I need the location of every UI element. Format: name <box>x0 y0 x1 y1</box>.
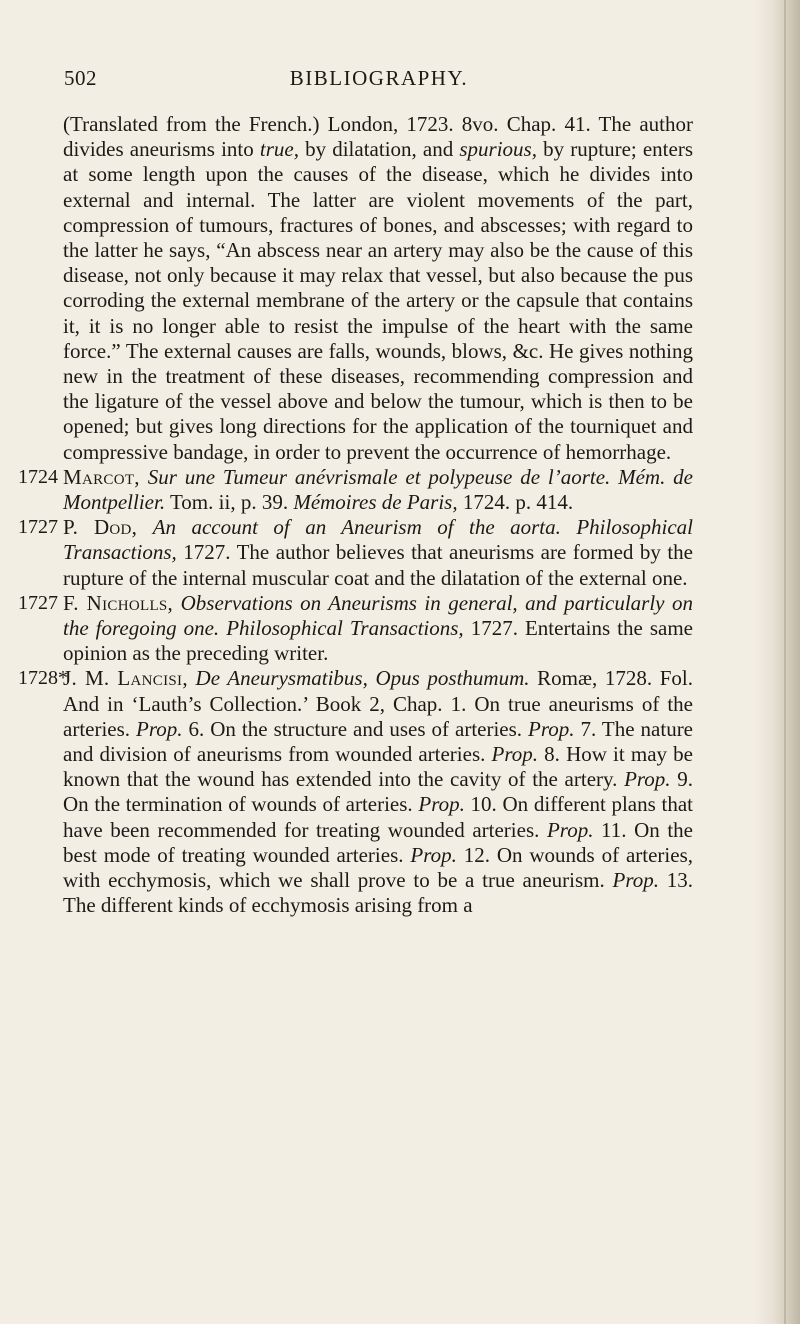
continuation-paragraph: (Translated from the French.) London, 1723. 8vo. Chap. 41. The author divides aneurisms into true, by dilatation, and spurious, by rupture; enters at some length upon the causes of the disease, which he divides into external and internal. The latter are violent movements of the part, compression of tumours, fractures of bones, and abscesses; with regard to the latter he says, “An abscess near an artery may also be the cause of this disease, not only because it may relax that vessel, but also because the pus corroding the external membrane of the artery or the capsule that contains it, it is no longer able to resist the impulse of the heart with the same force.” The external causes are falls, wounds, blows, &c. He gives nothing new in the treatment of these diseases, recommending compression and the ligature of the vessel above and below the tumour, which is then to be opened; but gives long directions for the application of the tourniquet and compressive bandage, in order to prevent the occurrence of hemorrhage. <box>63 112 693 464</box>
bibliography-entry-nicholls: 1727 F. Nicholls, Observations on Aneurisms in general, and particularly on the foregoing one. Philosophical Transactions, 1727. Entertains the same opinion as the preceding writer. <box>18 590 693 666</box>
bibliography-entry-lancisi: 1728* J. M. Lancisi, De Aneurysmatibus, Opus posthumum. Romæ, 1728. Fol. And in ‘Lauth’s Collection.’ Book 2, Chap. 1. On true aneurisms of the arteries. Prop. 6. On the structure and uses of arteries. Prop. 7. The nature and division of aneurisms from wounded arteries. Prop. 8. How it may be known that the wound has extended into the cavity of the artery. Prop. 9. On the termination of wounds of arteries. Prop. 10. On different plans that have been recommended for treating wounded arteries. Prop. 11. On the best mode of treating wounded arteries. Prop. 12. On wounds of arteries, with ecchymosis, which we shall prove to be a true aneurism. Prop. 13. The different kinds of ecchymosis arising from a <box>18 666 694 918</box>
entry-author: F. Nicholls, <box>63 590 174 615</box>
page-number: 502 <box>64 66 97 90</box>
page-header <box>64 66 694 96</box>
running-head: BIBLIOGRAPHY. <box>289 66 469 90</box>
entry-year: 1728* <box>18 667 68 690</box>
bibliography-entry-dod: 1727 P. Dod, An account of an Aneurism of the aorta. Philosophical Transactions, 1727. The author believes that aneurisms are formed by the rupture of the internal muscular coat and the dilatation of the external one. <box>18 515 693 590</box>
page-edge-shadow <box>754 0 800 1324</box>
entry-author: P. Dod, <box>63 515 138 540</box>
entry-year: 1727 <box>18 516 58 539</box>
entry-author: Marcot, <box>63 464 140 489</box>
bibliography-entry-marcot: 1724 Marcot, Sur une Tumeur anévrismale et polypeuse de l’aorte. Mém. de Montpellier. Tom. ii, p. 39. Mémoires de Paris, 1724. p. 414. <box>18 464 693 515</box>
text-block <box>18 112 694 919</box>
entry-year: 1727 <box>18 591 58 614</box>
entry-year: 1724 <box>18 465 58 488</box>
entry-author: J. M. Lancisi, <box>63 666 188 691</box>
